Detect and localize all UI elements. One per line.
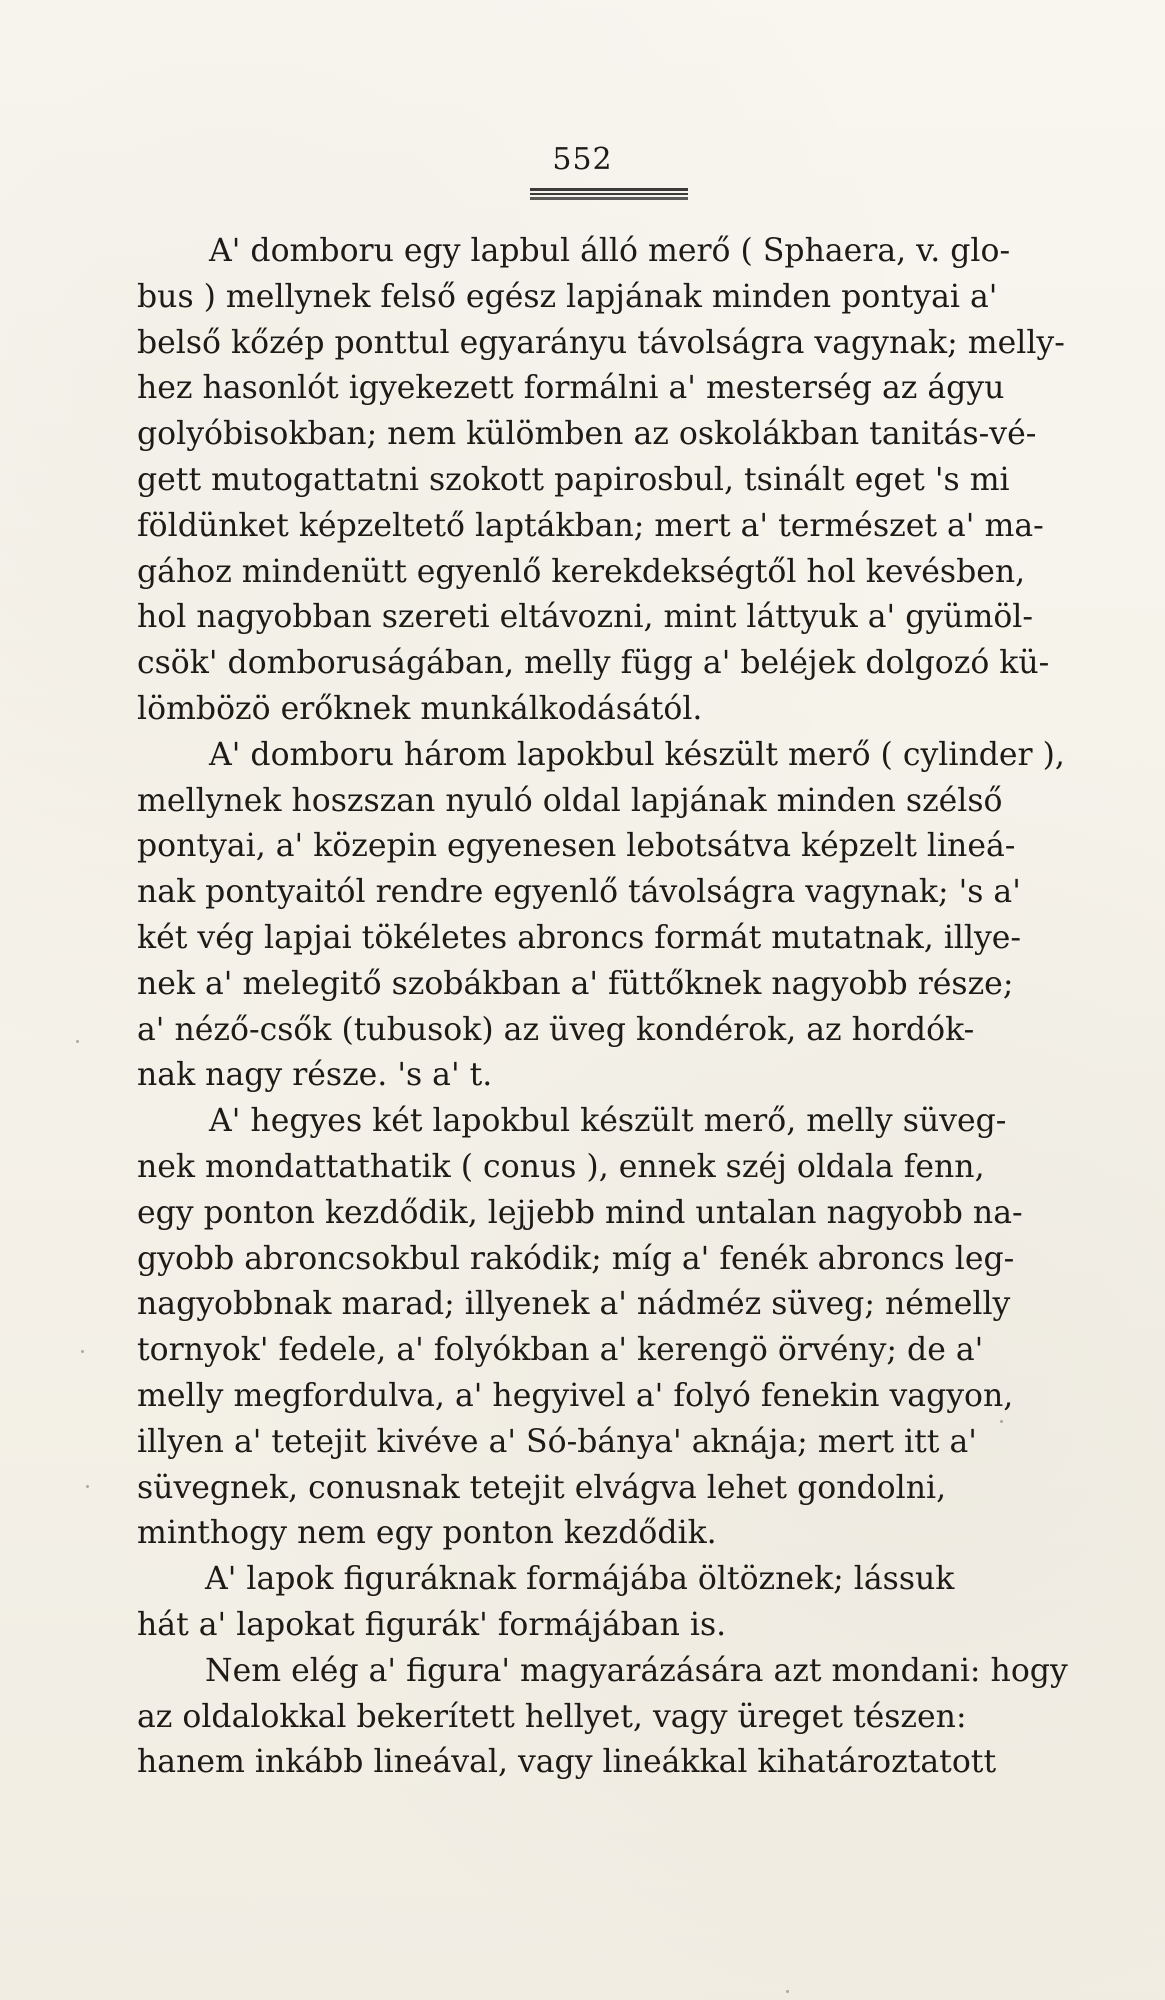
text-line: Nem elég a' figura' magyarázására azt mondani: hogy	[205, 1652, 1068, 1689]
text-line: gett mutogattatni szokott papirosbul, tsinált eget 's mi	[137, 461, 1010, 498]
header-rule	[530, 188, 688, 200]
text-line: A' hegyes két lapokbul készült merő, melly süveg-	[209, 1103, 1007, 1140]
text-line: nek mondattathatik ( conus ), ennek széj oldala fenn,	[137, 1148, 985, 1185]
text-line: tornyok' fedele, a' folyókban a' kerengö örvény; de a'	[137, 1332, 984, 1369]
paper-speck	[81, 1350, 84, 1353]
text-line: belső kőzép ponttul egyarányu távolságra vagynak; melly-	[137, 324, 1065, 361]
text-line: mellynek hoszszan nyuló oldal lapjának minden szélső	[137, 782, 1003, 819]
text-line: hanem inkább lineával, vagy lineákkal kihatároztatott	[137, 1744, 997, 1781]
text-line: A' domboru három lapokbul készült merő ( cylinder ),	[209, 736, 1065, 773]
text-line: gyobb abroncsokbul rakódik; míg a' fenék abroncs leg-	[137, 1240, 1015, 1277]
text-line: gához mindenütt egyenlő kerekdekségtől hol kevésben,	[137, 553, 1026, 590]
text-line: földünket képzeltető laptákban; mert a' természet a' ma-	[137, 507, 1044, 544]
text-line: egy ponton kezdődik, lejjebb mind untalan nagyobb na-	[137, 1194, 1023, 1231]
text-line: két vég lapjai tökéletes abroncs formát mutatnak, illye-	[137, 919, 1022, 956]
paper-speck	[1000, 1420, 1003, 1423]
text-line: bus ) mellynek felső egész lapjának minden pontyai a'	[137, 278, 998, 315]
text-line: hol nagyobban szereti eltávozni, mint láttyuk a' gyümöl-	[137, 599, 1033, 636]
text-line: nak pontyaitól rendre egyenlő távolságra vagynak; 's a'	[137, 874, 1021, 911]
text-line: pontyai, a' közepin egyenesen lebotsátva képzelt lineá-	[137, 828, 1016, 865]
text-line: A' domboru egy lapbul álló merő ( Sphaera, v. glo-	[209, 233, 1011, 269]
text-line: süvegnek, conusnak tetejit elvágva lehet gondolni,	[137, 1469, 947, 1506]
text-line: hez hasonlót igyekezett formálni a' mesterség az ágyu	[137, 370, 1005, 407]
text-line: A' lapok figuráknak formájába öltöznek; lássuk	[205, 1561, 955, 1598]
text-line: nagyobbnak marad; illyenek a' nádméz süveg; némelly	[137, 1286, 1011, 1323]
text-line: a' néző-csők (tubusok) az üveg kondérok, az hordók-	[137, 1011, 975, 1048]
page-number: 552	[552, 142, 613, 177]
text-line: minthogy nem egy ponton kezdődik.	[137, 1515, 717, 1552]
text-line: csök' domboruságában, melly függ a' beléjek dolgozó kü-	[137, 645, 1050, 682]
text-line: melly megfordulva, a' hegyivel a' folyó fenekin vagyon,	[137, 1377, 1014, 1414]
text-line: golyóbisokban; nem külömben az oskolákban tanitás-vé-	[137, 416, 1037, 453]
page-body-text	[137, 229, 1068, 1786]
text-line: lömbözö erőknek munkálkodásától.	[137, 690, 703, 727]
text-line: nek a' melegitő szobákban a' füttőknek nagyobb része;	[137, 965, 1014, 1002]
text-line: nak nagy része. 's a' t.	[137, 1057, 493, 1094]
text-line: hát a' lapokat figurák' formájában is.	[137, 1606, 727, 1643]
text-line: illyen a' tetejit kivéve a' Só-bánya' aknája; mert itt a'	[137, 1423, 977, 1460]
paper-speck	[786, 1990, 789, 1993]
text-line: az oldalokkal bekerített hellyet, vagy üreget tészen:	[137, 1698, 967, 1735]
paper-speck	[86, 1485, 89, 1488]
paper-speck	[76, 1040, 79, 1043]
